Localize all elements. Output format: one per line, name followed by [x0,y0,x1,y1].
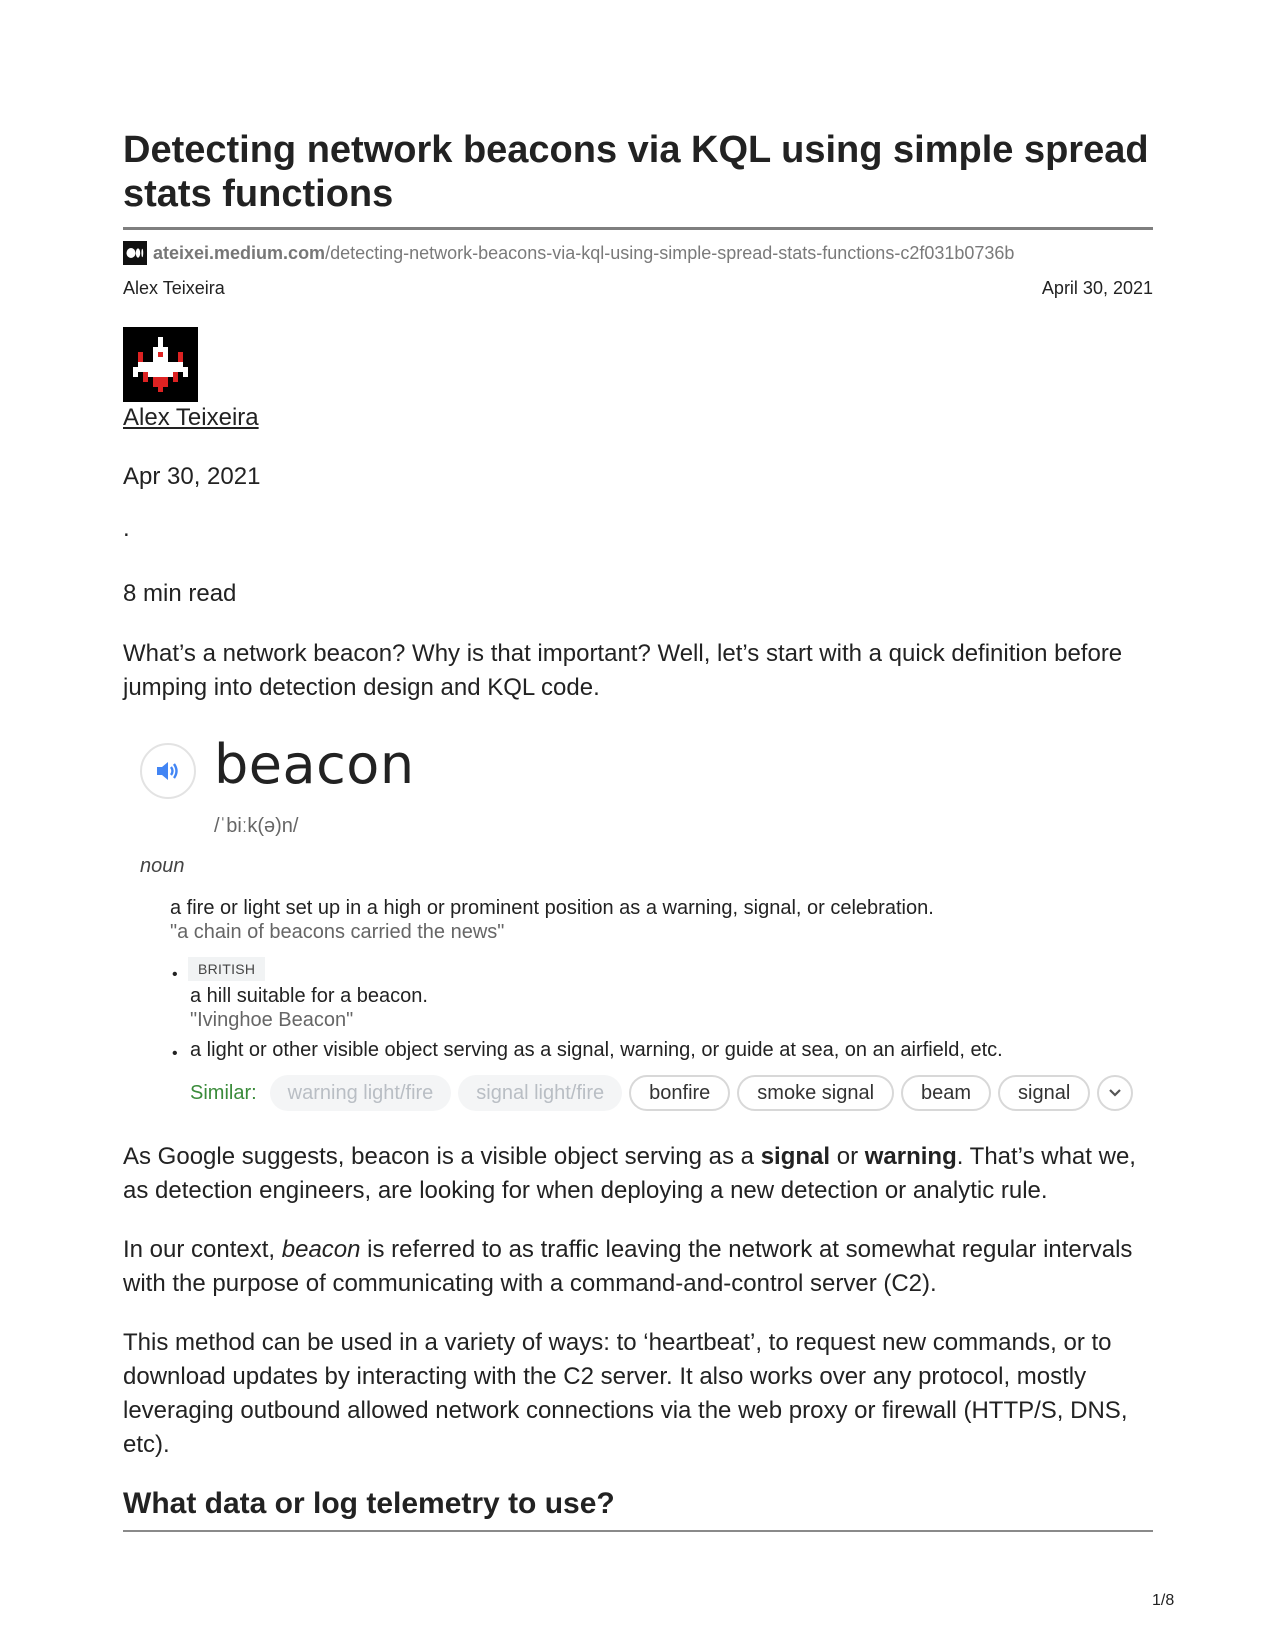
bold-signal: signal [760,1143,831,1170]
paragraph-method: This method can be used in a variety of ways: to ‘heartbeat’, to request new commands, or to download updates by interacting with the C2 server. It also works over any protocol, mostly leveraging outbound allowed network connections via the web proxy or firewall (HTTP/S, DNS, etc). [123,1329,1128,1458]
definition-2: a hill suitable for a beacon. [190,985,428,1007]
bullet: • [172,1045,178,1062]
chevron-down-icon[interactable] [1097,1075,1133,1111]
paragraph-google: As Google suggests, beacon is a visible object serving as a signal or warning. That’s what we, as detection engineers, are looking for when deploying a new detection or analytic rule. [123,1143,1136,1204]
similar-chip[interactable]: beam [901,1075,991,1111]
region-badge: BRITISH [188,957,265,981]
read-time: 8 min read [123,580,237,607]
source-url[interactable] [123,241,1014,265]
similar-words [190,1075,1133,1111]
similar-label: Similar: [190,1081,257,1104]
separator-dot: . [123,515,130,542]
example-2: "Ivinghoe Beacon" [190,1009,354,1031]
page-number: 1/8 [1152,1592,1175,1609]
part-of-speech: noun [140,855,185,877]
pixel-spaceship-avatar[interactable] [123,327,198,402]
italic-beacon: beacon [281,1236,361,1263]
published-date: Apr 30, 2021 [123,463,261,490]
section-heading: What data or log telemetry to use? [123,1487,615,1520]
dictionary-card [130,735,1150,1115]
source-domain: ateixei.medium.com [153,242,326,263]
similar-chip[interactable]: signal [998,1075,1090,1111]
bullet: • [172,966,178,983]
meta-date: April 30, 2021 [1041,278,1153,298]
paragraph-context: In our context, beacon is referred to as traffic leaving the network at somewhat regular intervals with the purpose of communicating with a command-and-control server (C2). [123,1236,1133,1297]
article-title: Detecting network beacons via KQL using simple spread stats functions [123,129,1149,215]
medium-logo-icon [123,241,147,265]
dictionary-word: beacon [214,733,415,796]
phonetic: /ˈbiːk(ə)n/ [214,815,299,837]
author-link[interactable]: Alex Teixeira [123,404,259,431]
similar-chip[interactable]: smoke signal [737,1075,894,1111]
meta-author: Alex Teixeira [123,278,225,298]
speaker-icon[interactable] [140,743,196,799]
title-divider [123,227,1153,230]
definition-1: a fire or light set up in a high or prominent position as a warning, signal, or celebration. [170,897,934,919]
similar-chip[interactable]: bonfire [629,1075,730,1111]
definition-3: a light or other visible object serving as a signal, warning, or guide at sea, on an airfield, etc. [190,1039,1003,1061]
section-divider [123,1530,1153,1532]
intro-paragraph: What’s a network beacon? Why is that important? Well, let’s start with a quick definition before jumping into detection design and KQL code. [123,640,1123,701]
similar-chip[interactable]: signal light/fire [458,1075,622,1111]
example-1: "a chain of beacons carried the news" [170,921,505,943]
bold-warning: warning [864,1143,957,1170]
source-path: /detecting-network-beacons-via-kql-using-simple-spread-stats-functions-c2f031b0736b [325,242,1015,263]
similar-chip[interactable]: warning light/fire [270,1075,452,1111]
